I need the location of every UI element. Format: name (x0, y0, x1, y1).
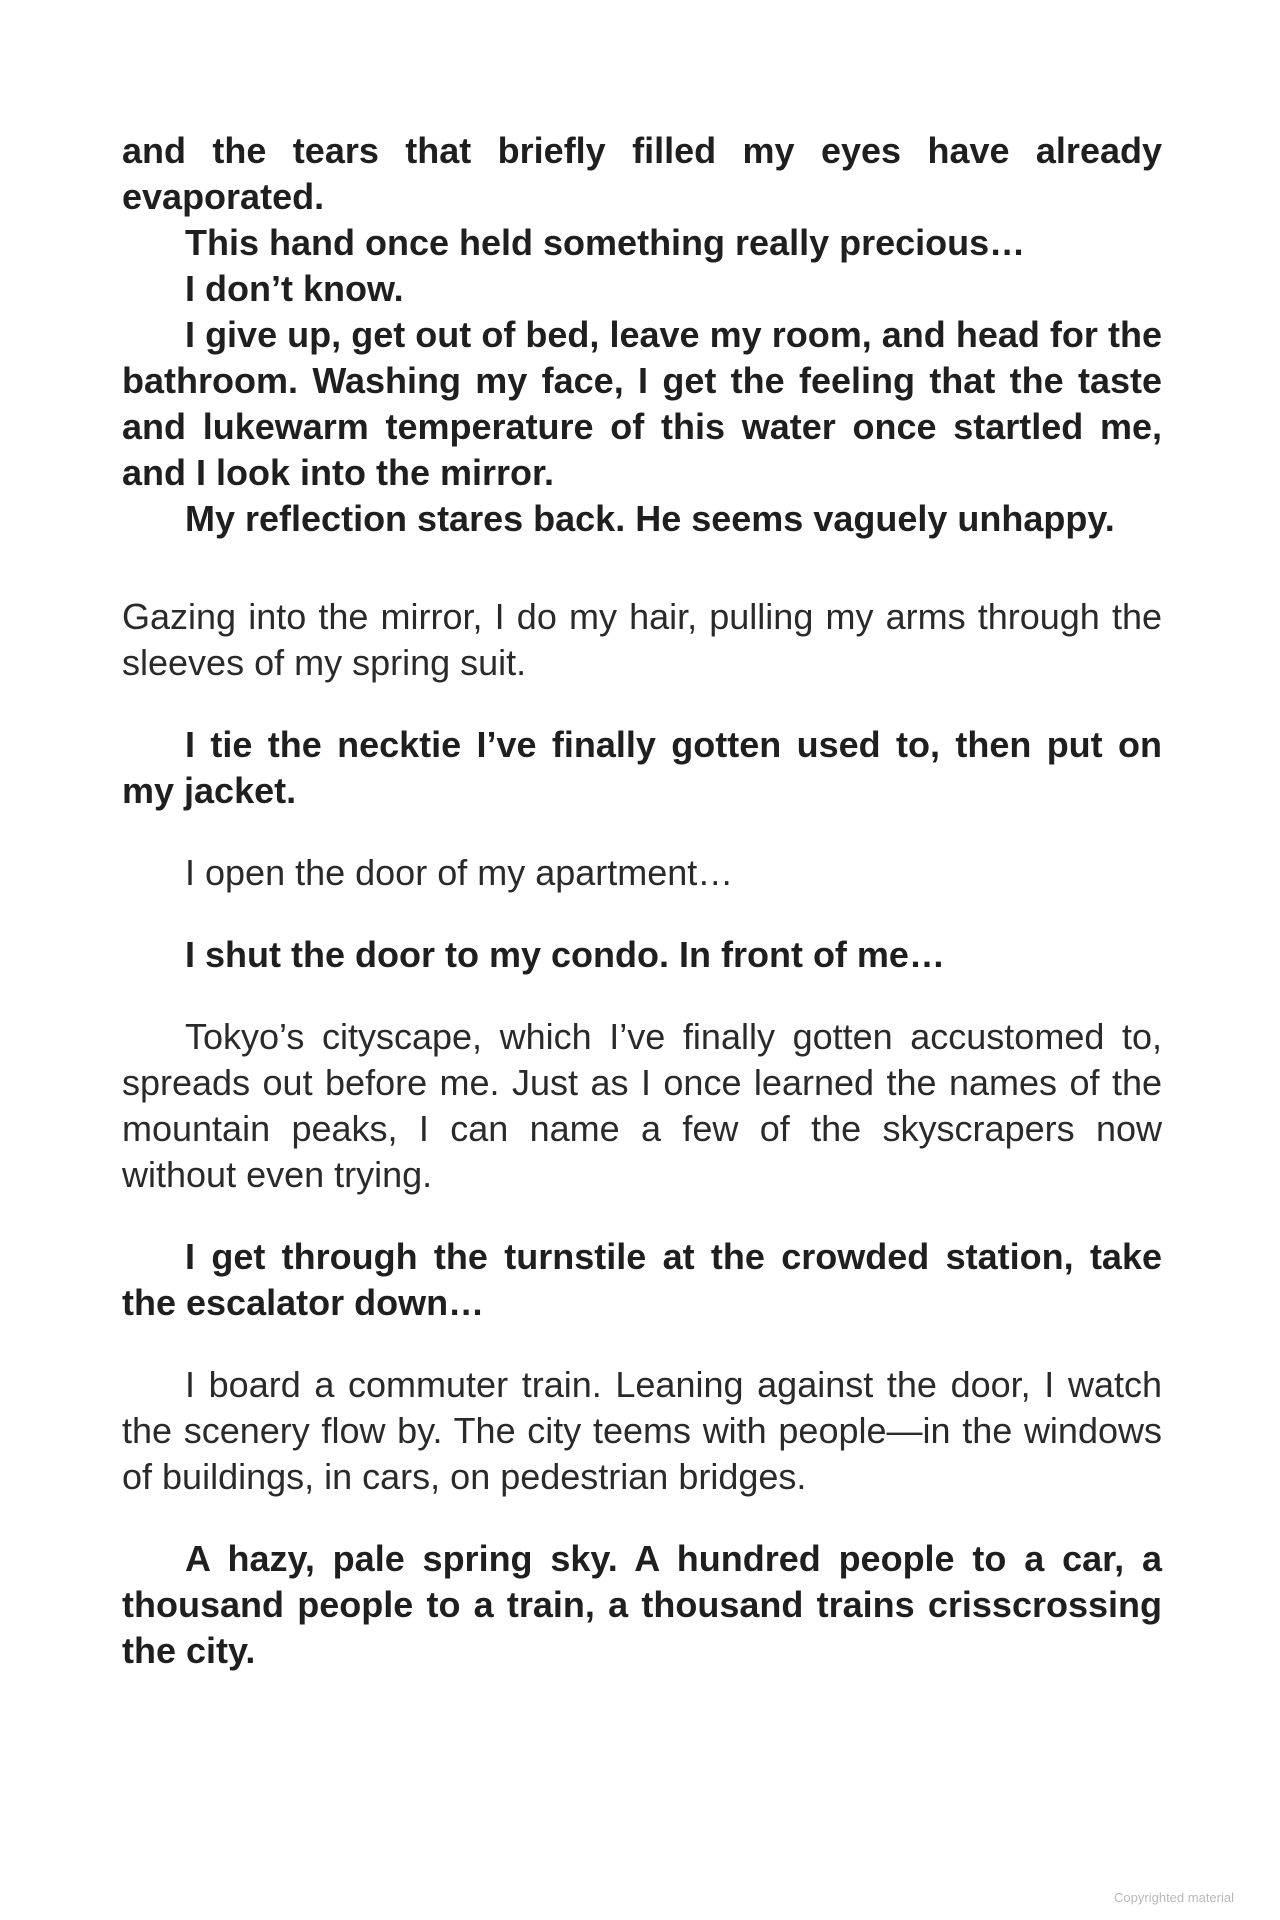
paragraph-bathroom: I give up, get out of bed, leave my room, and head for the bathroom. Washing my face, I get the feeling that the taste and lukewarm temperature of this water once startled me, and I look into the mirror. (122, 314, 1162, 493)
paragraph-shut-door: I shut the door to my condo. In front of me… (185, 934, 945, 975)
paragraph-necktie: I tie the necktie I’ve finally gotten used to, then put on my jacket. (122, 724, 1162, 811)
paragraph-dont-know: I don’t know. (185, 268, 404, 309)
paragraph-precious: This hand once held something really precious… (185, 222, 1026, 263)
paragraph-tears: and the tears that briefly filled my eyes have already evaporated. (122, 130, 1162, 217)
copyright-watermark: Copyrighted material (1114, 1890, 1234, 1905)
paragraph-turnstile: I get through the turnstile at the crowded station, take the escalator down… (122, 1236, 1162, 1323)
paragraph-reflection: My reflection stares back. He seems vaguely unhappy. (185, 498, 1115, 539)
paragraph-spring-sky: A hazy, pale spring sky. A hundred people to a car, a thousand people to a train, a thousand trains crisscrossing the city. (122, 1538, 1162, 1671)
paragraph-commuter-train: I board a commuter train. Leaning against the door, I watch the scenery flow by. The city teems with people—in the windows of buildings, in cars, on pedestrian bridges. (122, 1364, 1162, 1497)
book-page-text (122, 128, 1162, 1674)
paragraph-mirror-hair: Gazing into the mirror, I do my hair, pulling my arms through the sleeves of my spring suit. (122, 596, 1162, 683)
paragraph-open-door: I open the door of my apartment… (185, 852, 734, 893)
paragraph-tokyo: Tokyo’s cityscape, which I’ve finally gotten accustomed to, spreads out before me. Just as I once learned the names of the mountain peaks, I can name a few of the skyscrapers now without even trying. (122, 1016, 1162, 1195)
